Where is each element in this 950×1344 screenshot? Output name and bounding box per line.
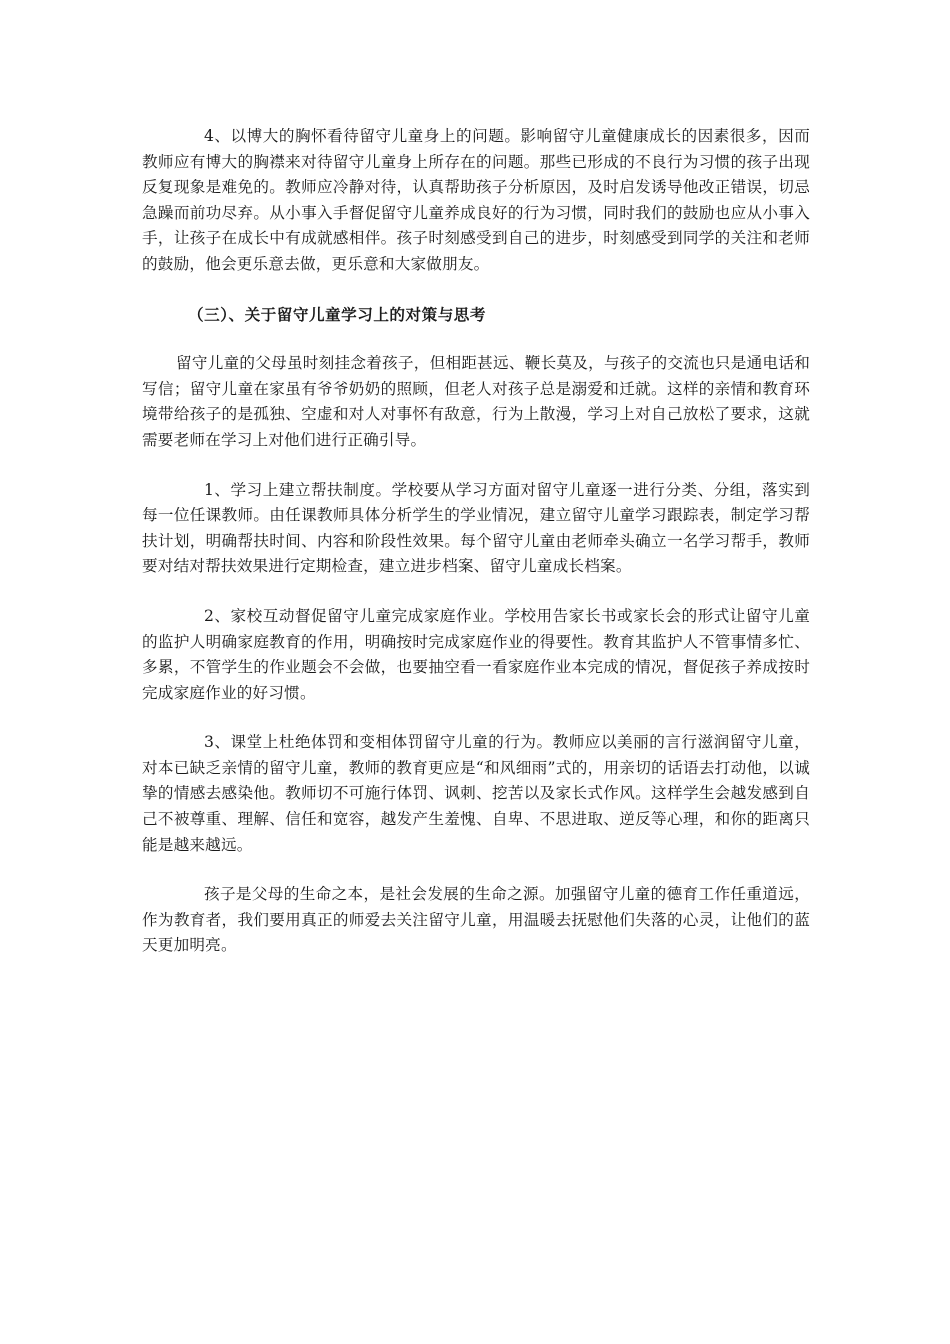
paragraph-conclusion: 孩子是父母的生命之本，是社会发展的生命之源。加强留守儿童的德育工作任重道远，作为教育者，我们要用真正的师爱去关注留守儿童，用温暖去抚慰他们失落的心灵，让他们的蓝天更加明亮。 (142, 885, 810, 955)
paragraph-intro: 留守儿童的父母虽时刻挂念着孩子，但相距甚远、鞭长莫及，与孩子的交流也只是通电话和写信；留守儿童在家虽有爷爷奶奶的照顾，但老人对孩子总是溺爱和迁就。这样的亲情和教育环境带给孩子的是孤独、空虚和对人对事怀有敌意，行为上散漫，学习上对自己放松了要求，这就需要老师在学习上对他们进行正确引导。 (142, 354, 810, 449)
paragraph-strategy-1: 1、学习上建立帮扶制度。学校要从学习方面对留守儿童逐一进行分类、分组，落实到每一位任课教师。由任课教师具体分析学生的学业情况，建立留守儿童学习跟踪表，制定学习帮扶计划，明确帮扶时间、内容和阶段性效果。每个留守儿童由老师牵头确立一名学习帮手，教师要对结对帮扶效果进行定期检查，建立进步档案、留守儿童成长档案。 (142, 480, 810, 576)
paragraph-strategy-3: 3、课堂上杜绝体罚和变相体罚留守儿童的行为。教师应以美丽的言行滋润留守儿童，对本已缺乏亲情的留守儿童，教师的教育更应是“和风细雨”式的，用亲切的话语去打动他，以诚挚的情感去感染他。教师切不可施行体罚、讽刺、挖苦以及家长式作风。这样学生会越发感到自己不被尊重、理解、信任和宽容，越发产生羞愧、自卑、不思进取、逆反等心理，和你的距离只能是越来越远。 (142, 733, 810, 854)
paragraph-strategy-2: 2、家校互动督促留守儿童完成家庭作业。学校用告家长书或家长会的形式让留守儿童的监护人明确家庭教育的作用，明确按时完成家庭作业的得要性。教育其监护人不管事情多忙、多累，不管学生的作业题会不会做，也要抽空看一看家庭作业本完成的情况，督促孩子养成按时完成家庭作业的好习惯。 (142, 606, 810, 702)
document-body (142, 124, 810, 959)
section-heading: （三）、关于留守儿童学习上的对策与思考 (188, 304, 486, 324)
paragraph-point-4: 4、以博大的胸怀看待留守儿童身上的问题。影响留守儿童健康成长的因素很多，因而教师应有博大的胸襟来对待留守儿童身上所存在的问题。那些已形成的不良行为习惯的孩子出现反复现象是难免的。教师应冷静对待，认真帮助孩子分析原因，及时启发诱导他改正错误，切忌急躁而前功尽弃。从小事入手督促留守儿童养成良好的行为习惯，同时我们的鼓励也应从小事入手，让孩子在成长中有成就感相伴。孩子时刻感受到自己的进步，时刻感受到同学的关注和老师的鼓励，他会更乐意去做，更乐意和大家做朋友。 (142, 127, 810, 273)
